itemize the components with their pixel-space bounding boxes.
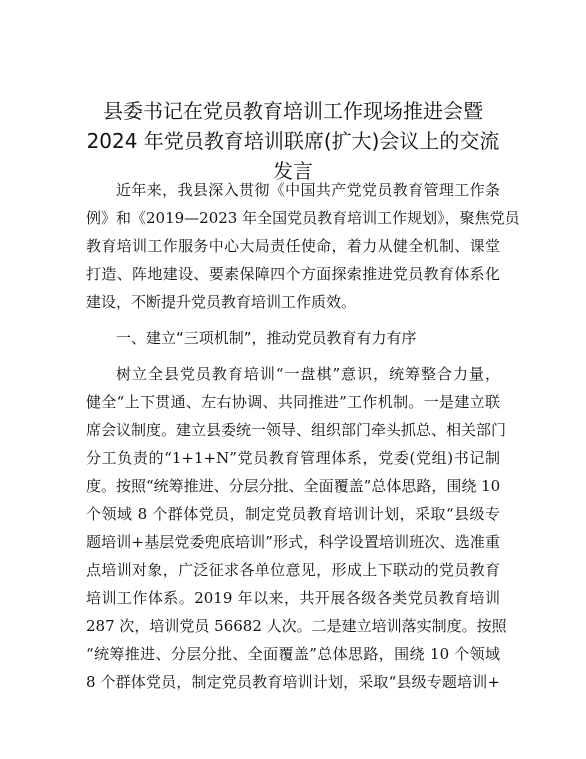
paragraph-line: 例》和《2019—2023 年全国党员教育培训工作规划》，聚焦党员 <box>86 209 520 227</box>
title-line: 发言 <box>273 159 313 183</box>
paragraph-line: 教育培训工作服务中心大局责任使命，着力从健全机制、课堂 <box>86 237 500 255</box>
paragraph-line: 打造、阵地建设、要素保障四个方面探索推进党员教育体系化 <box>86 265 500 283</box>
paragraph-line: 题培训+基层党委兜底培训”形式，科学设置培训班次、选准重 <box>86 533 500 551</box>
spacer <box>86 352 500 360</box>
paragraph-line: 分工负责的“1+1+N”党员教育管理体系，党委(党组)书记制 <box>86 449 500 467</box>
section-heading: 一、建立“三项机制”，推动党员教育有力有序 <box>116 329 417 347</box>
paragraph-line: 度。按照“统筹推进、分层分批、全面覆盖”总体思路，围绕 10 <box>86 477 501 495</box>
intro-paragraph <box>86 176 520 316</box>
title-line: 2024 年党员教育培训联席(扩大)会议上的交流 <box>86 129 500 153</box>
section-paragraph <box>86 360 507 696</box>
spacer <box>86 316 500 324</box>
document-title <box>60 96 526 186</box>
paragraph-line: 席会议制度。建立县委统一领导、组织部门牵头抓总、相关部门 <box>86 421 507 439</box>
paragraph-line: 近年来，我县深入贯彻《中国共产党党员教育管理工作条 <box>116 181 500 199</box>
paragraph-line: 培训工作体系。2019 年以来，共开展各级各类党员教育培训 <box>86 589 500 607</box>
paragraph-line: 点培训对象，广泛征求各单位意见，形成上下联动的党员教育 <box>86 561 500 579</box>
paragraph-line: 健全“上下贯通、左右协调、共同推进”工作机制。一是建立联 <box>86 393 500 411</box>
paragraph-line: 树立全县党员教育培训“一盘棋”意识，统筹整合力量， <box>116 365 500 383</box>
paragraph-line: 287 次，培训党员 56682 人次。二是建立培训落实制度。按照 <box>86 617 507 635</box>
paragraph-line: 8 个群体党员，制定党员教育培训计划，采取“县级专题培训+ <box>86 673 500 691</box>
title-line: 县委书记在党员教育培训工作现场推进会暨 <box>103 99 483 123</box>
paragraph-line: “统筹推进、分层分批、全面覆盖”总体思路，围绕 10 个领域 <box>86 645 500 663</box>
paragraph-line: 个领域 8 个群体党员，制定党员教育培训计划，采取“县级专 <box>86 505 500 523</box>
document-body <box>86 176 520 696</box>
paragraph-line: 建设，不断提升党员教育培训工作质效。 <box>86 293 357 311</box>
